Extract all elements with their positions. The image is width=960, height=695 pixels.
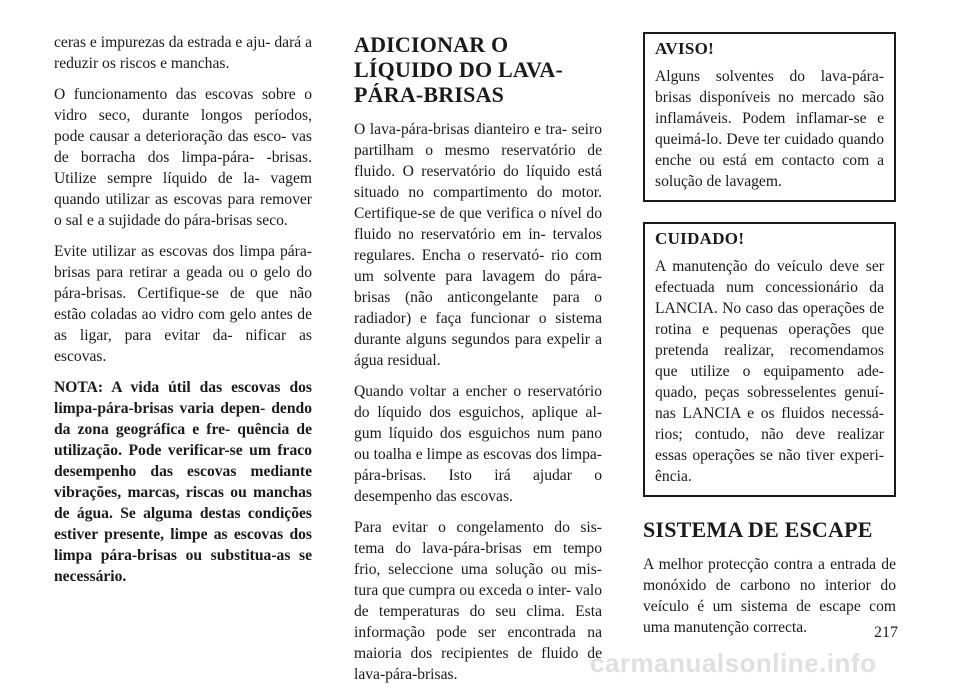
caution-text: A manutenção do veículo deve ser efectuada num concessionário da LANCIA. No caso das operações de rotina e pequenas operações que pretenda realizar, recomendamos que utilize o equipamento ade- quado, peças sobresselentes genuí- nas LANCIA e os fluidos necessá- rios; contudo, não deve realizar essas operações se não tiver experi- ência. — [655, 258, 884, 485]
paragraph: A melhor protecção contra a entrada de monóxido de carbono no interior do veículo é um sistema de escape com uma manutenção correcta. — [643, 556, 896, 636]
section-heading-exhaust: SISTEMA DE ESCAPE — [643, 517, 873, 542]
section-heading-washer-fluid: ADICIONAR O LÍQUIDO DO LAVA-PÁRA-BRISAS — [354, 32, 563, 107]
caution-title: CUIDADO! — [655, 229, 745, 248]
column-middle — [354, 32, 602, 695]
paragraph: O funcionamento das escovas sobre o vidro seco, durante longos períodos, pode causar a deterioração das esco- vas de borracha dos limpa-pára- -brisas. Utilize sempre líquido de la- vagem quando utilizar as escovas para remover o sal e a sujidade do pára-brisas seco. — [54, 86, 312, 229]
note-paragraph: NOTA: A vida útil das escovas dos limpa-pára-brisas varia depen- dendo da zona geográfica e fre- quência de utilização. Pode verificar-se um fraco desempenho das escovas mediante vibrações, marcas, riscas ou manchas de água. Se alguma destas condições estiver presente, limpe as escovas dos limpa pára-brisas ou substitua-as se necessário. — [54, 379, 312, 585]
paragraph: Para evitar o congelamento do sis- tema do lava-pára-brisas em tempo frio, seleccione uma solução ou mis- tura que cumpra ou exceda o inter- valo de temperaturas do seu clima. Esta informação pode ser encontrada na maioria dos recipientes de fluido de lava-pára-brisas. — [354, 519, 602, 683]
page-number: 217 — [874, 624, 898, 641]
paragraph: Evite utilizar as escovas dos limpa pára-brisas para retirar a geada ou o gelo do pára-brisas. Certifique-se de que não estão coladas ao vidro com gelo antes de as ligar, para evitar da- nificar as escovas. — [54, 243, 312, 365]
warning-text: Alguns solventes do lava-pára- brisas disponíveis no mercado são inflamáveis. Podem inflamar-se e queimá-lo. Deve ter cuidado quando enche ou está em contacto com a solução de lavagem. — [655, 68, 884, 190]
warning-title: AVISO! — [655, 39, 715, 58]
column-left — [54, 32, 312, 597]
paragraph: ceras e impurezas da estrada e aju- dará a reduzir os riscos e manchas. — [54, 34, 313, 72]
caution-box — [643, 222, 896, 497]
watermark-text: carmanualsonline.info — [590, 648, 877, 678]
warning-box — [643, 32, 896, 202]
column-right — [643, 32, 896, 648]
paragraph: O lava-pára-brisas dianteiro e tra- seiro partilham o mesmo reservatório de fluido. O reservatório do líquido está situado no compartimento do motor. Certifique-se de que verifica o nível do fluido no reservatório em in- tervalos regulares. Encha o reservató- rio com um solvente para lavagem do pára-brisas (não anticongelante para o radiador) e faça funcionar o sistema durante alguns segundos para expelir a água residual. — [354, 121, 602, 369]
paragraph: Quando voltar a encher o reservatório do líquido dos esguichos, aplique al- gum líquido dos esguichos num pano ou toalha e limpe as escovas dos limpa-pára-brisas. Isto irá ajudar o desempenho das escovas. — [354, 383, 602, 505]
